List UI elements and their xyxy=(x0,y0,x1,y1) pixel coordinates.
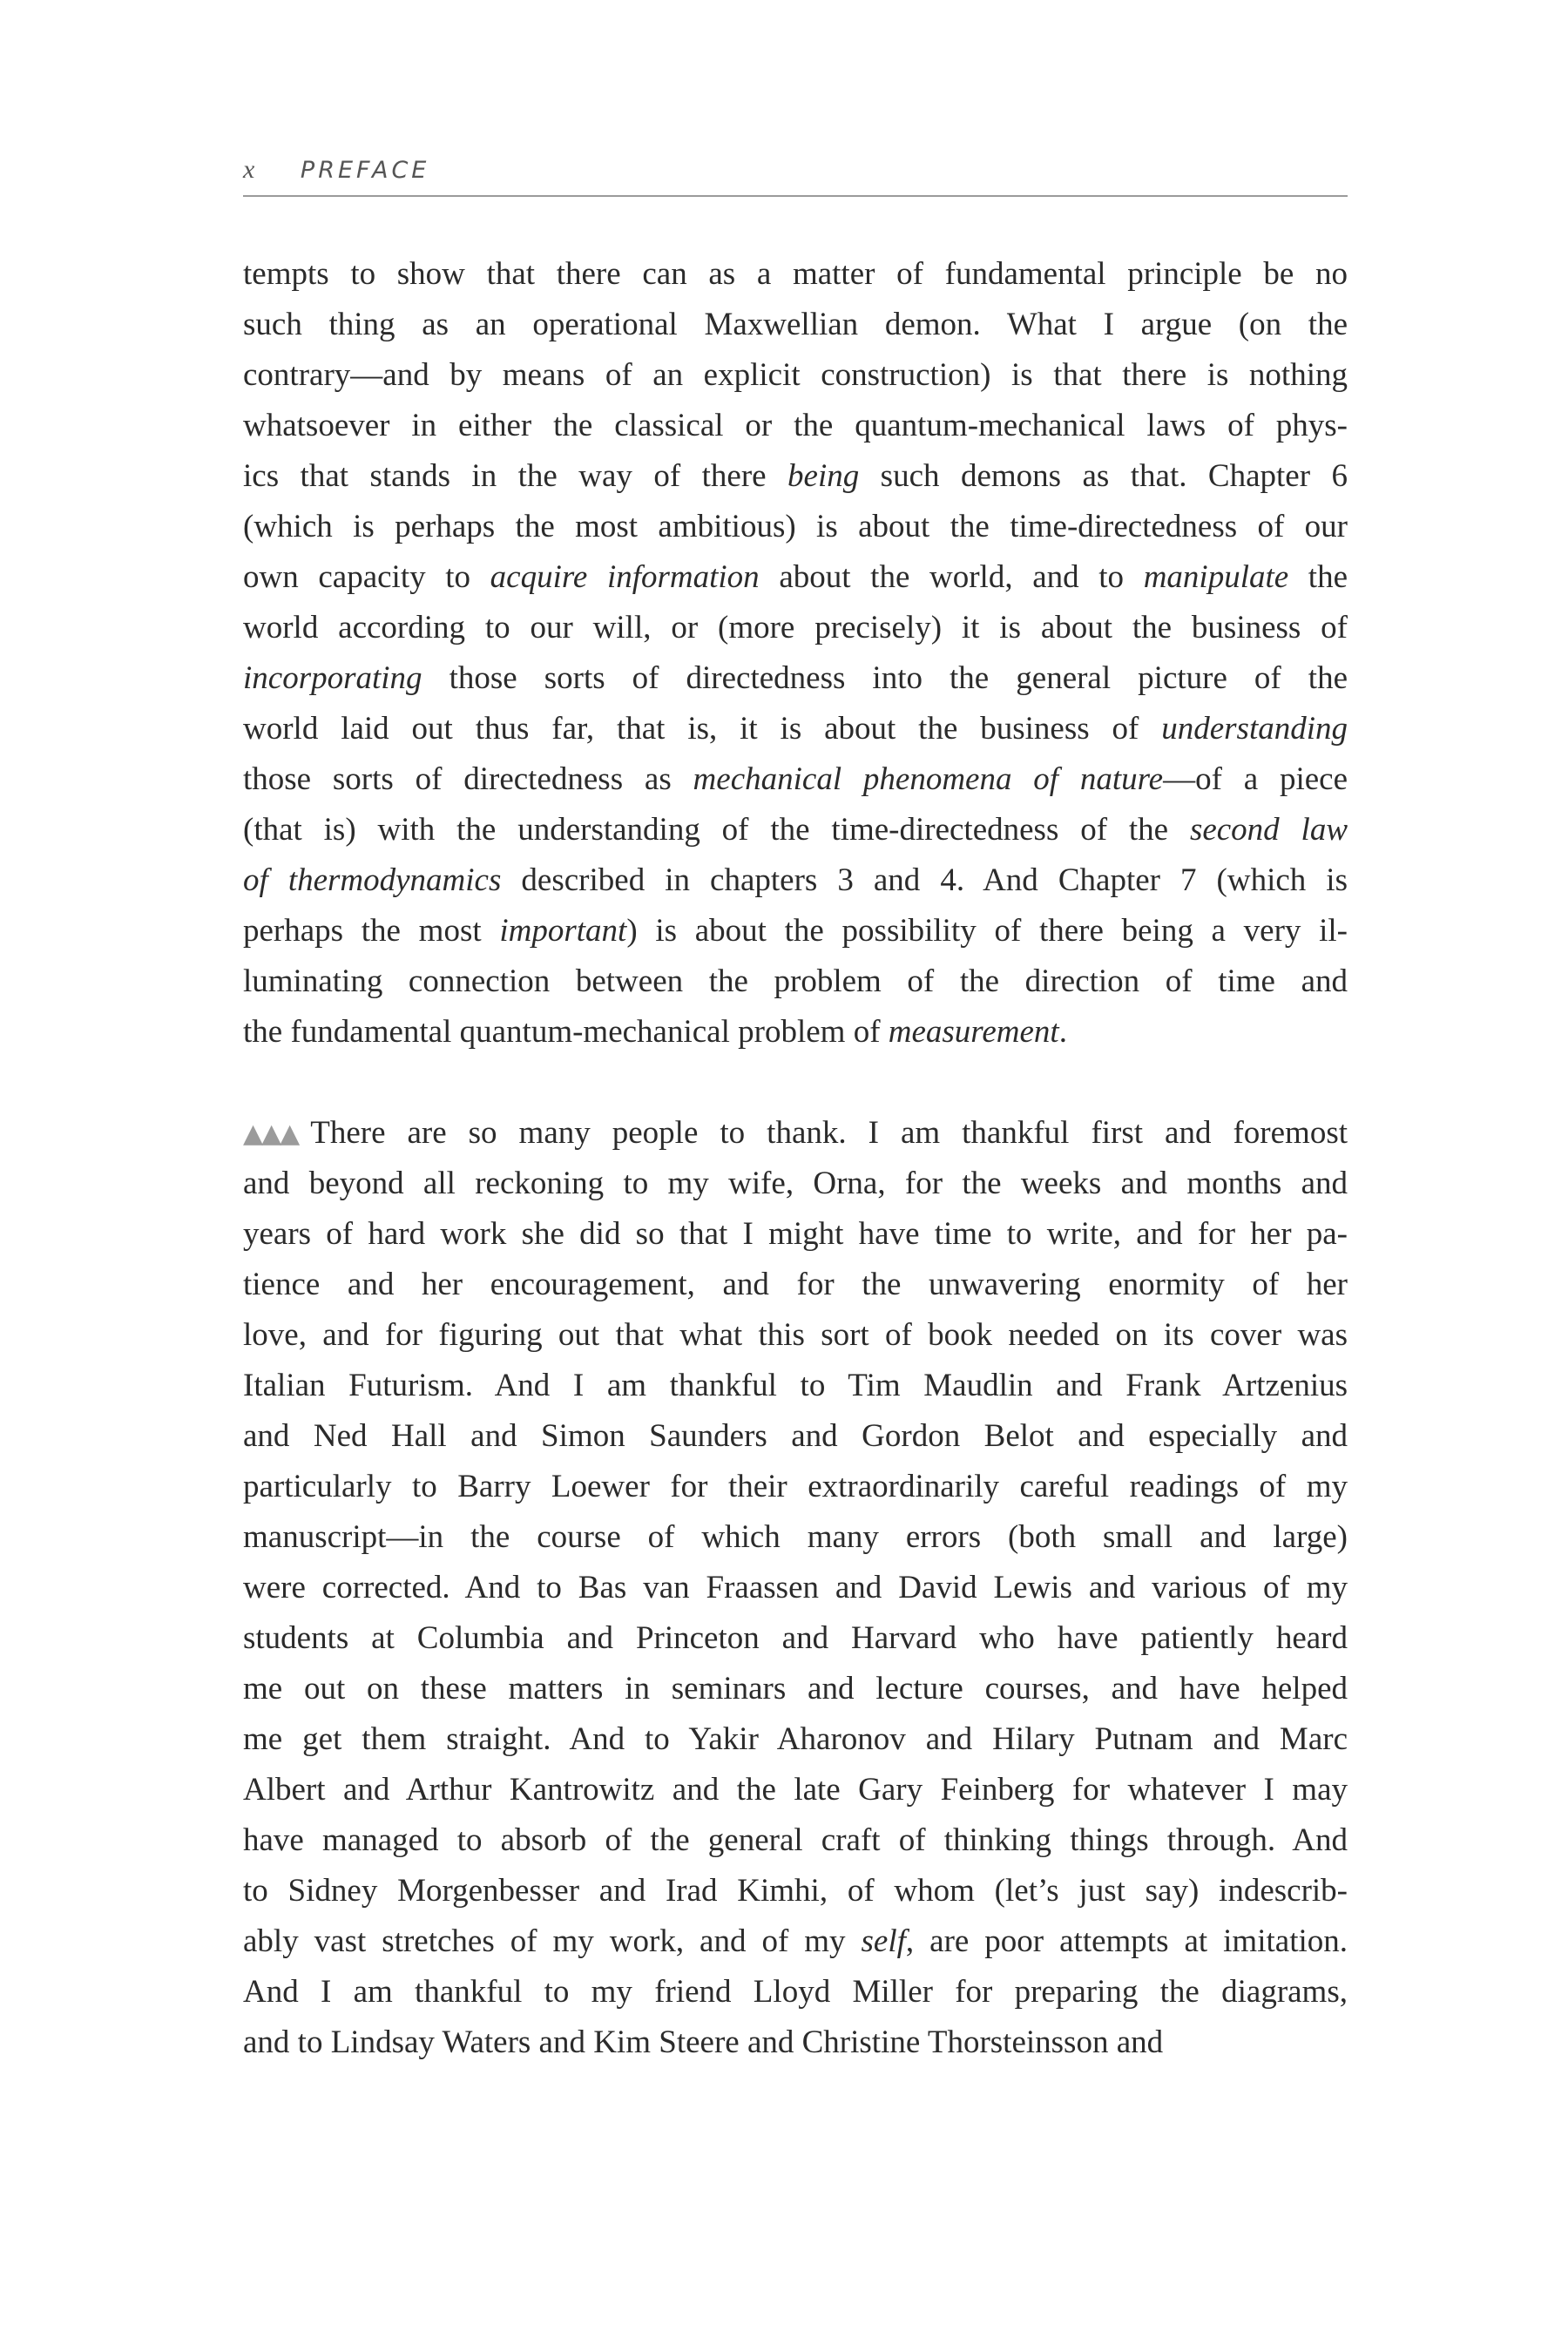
text-run: were corrected. And to Bas van Fraassen and David Lewis and various of my xyxy=(243,1570,1348,1605)
text-line xyxy=(243,1462,1348,1512)
text-run: about the world, and to xyxy=(759,559,1144,595)
text-line xyxy=(243,1108,1348,1159)
text-run: . xyxy=(1058,1014,1067,1050)
text-line xyxy=(243,956,1348,1007)
section-break-ornament-icon: ▲▲▲ xyxy=(243,1119,299,1149)
running-head xyxy=(243,155,1348,197)
text-run: love, and for figuring out that what this sort of book needed on its cover was xyxy=(243,1317,1348,1353)
text-run: to Sidney Morgenbesser and Irad Kimhi, of whom (let’s just say) indescrib- xyxy=(243,1873,1348,1909)
text-run: luminating connection between the problem of the direction of time and xyxy=(243,963,1348,999)
text-line xyxy=(243,1563,1348,1613)
emphasis: self xyxy=(861,1923,906,1959)
text-run: such demons as that. Chapter 6 xyxy=(859,458,1348,494)
text-run: ably vast stretches of my work, and of my xyxy=(243,1923,862,1959)
text-line xyxy=(243,603,1348,653)
text-run: have managed to absorb of the general craft of thinking things through. And xyxy=(243,1822,1348,1858)
page-number: x xyxy=(243,155,255,184)
paragraph-acknowledgments xyxy=(243,1108,1348,2068)
text-run: contrary—and by means of an explicit construction) is that there is nothing xyxy=(243,357,1348,393)
text-line xyxy=(243,1866,1348,1916)
emphasis: second law xyxy=(1189,812,1348,848)
text-run: world laid out thus far, that is, it is about the business of xyxy=(243,711,1162,747)
text-line xyxy=(243,754,1348,805)
text-line xyxy=(243,1411,1348,1462)
text-line xyxy=(243,350,1348,401)
text-line xyxy=(243,1967,1348,2017)
text-run: manuscript—in the course of which many errors (both small and large) xyxy=(243,1519,1348,1555)
text-line xyxy=(243,1361,1348,1411)
emphasis: measurement xyxy=(888,1014,1059,1050)
text-run: the xyxy=(1288,559,1348,595)
text-run: and beyond all reckoning to my wife, Orna, for the weeks and months and xyxy=(243,1166,1348,1201)
text-line xyxy=(243,1664,1348,1714)
text-line xyxy=(243,2017,1348,2068)
emphasis: being xyxy=(787,458,860,494)
emphasis: of thermodynamics xyxy=(243,862,502,898)
text-run: ) is about the possibility of there being a very il- xyxy=(626,913,1348,949)
text-line xyxy=(243,1260,1348,1310)
text-line xyxy=(243,855,1348,906)
text-run: And I am thankful to my friend Lloyd Miller for preparing the diagrams, xyxy=(243,1974,1348,2010)
text-line xyxy=(243,552,1348,603)
text-run: perhaps the most xyxy=(243,913,500,949)
emphasis: important xyxy=(499,913,627,949)
text-line xyxy=(243,1512,1348,1563)
text-line xyxy=(243,1613,1348,1664)
text-run: tience and her encouragement, and for the unwavering enormity of her xyxy=(243,1267,1348,1302)
text-run: described in chapters 3 and 4. And Chapter 7 (which is xyxy=(501,862,1348,898)
emphasis: acquire information xyxy=(490,559,760,595)
text-line xyxy=(243,502,1348,552)
emphasis: mechanical phenomena of nature xyxy=(693,761,1164,797)
text-line xyxy=(243,1159,1348,1209)
text-run: and Ned Hall and Simon Saunders and Gordon Belot and especially and xyxy=(243,1418,1348,1454)
text-run: those sorts of directedness as xyxy=(243,761,693,797)
text-run: those sorts of directedness into the general picture of the xyxy=(422,660,1348,696)
text-run: such thing as an operational Maxwellian demon. What I argue (on the xyxy=(243,307,1348,342)
text-run: Italian Futurism. And I am thankful to Tim Maudlin and Frank Artzenius xyxy=(243,1368,1348,1403)
text-line xyxy=(243,1209,1348,1260)
text-run: tempts to show that there can as a matter of fundamental principle be no xyxy=(243,256,1348,292)
text-run: ics that stands in the way of there xyxy=(243,458,788,494)
text-run: the fundamental quantum-mechanical problem of xyxy=(243,1014,889,1050)
text-run: , are poor attempts at imitation. xyxy=(905,1923,1348,1959)
text-run: me out on these matters in seminars and lecture courses, and have helped xyxy=(243,1671,1348,1707)
body-text xyxy=(243,249,1348,2068)
text-line xyxy=(243,451,1348,502)
text-run: whatsoever in either the classical or the quantum-mechanical laws of phys- xyxy=(243,408,1348,443)
text-run: own capacity to xyxy=(243,559,490,595)
paragraph-chapter-overview xyxy=(243,249,1348,1058)
text-run: particularly to Barry Loewer for their extraordinarily careful readings of my xyxy=(243,1469,1348,1504)
text-line xyxy=(243,704,1348,754)
emphasis: incorporating xyxy=(243,660,422,696)
text-run: and to Lindsay Waters and Kim Steere and Christine Thorsteinsson and xyxy=(243,2024,1164,2060)
text-run: (which is perhaps the most ambitious) is about the time-directedness of our xyxy=(243,509,1348,544)
text-line xyxy=(243,653,1348,704)
text-line xyxy=(243,401,1348,451)
text-line xyxy=(243,1815,1348,1866)
text-run: me get them straight. And to Yakir Aharonov and Hilary Putnam and Marc xyxy=(243,1721,1348,1757)
emphasis: manipulate xyxy=(1143,559,1289,595)
running-head-title: PREFACE xyxy=(300,157,430,184)
text-run: years of hard work she did so that I might have time to write, and for her pa- xyxy=(243,1216,1348,1252)
text-run: world according to our will, or (more precisely) it is about the business of xyxy=(243,610,1348,645)
text-line xyxy=(243,906,1348,956)
text-line xyxy=(243,1714,1348,1765)
text-run: Albert and Arthur Kantrowitz and the late Gary Feinberg for whatever I may xyxy=(243,1772,1348,1808)
text-line xyxy=(243,249,1348,300)
text-line xyxy=(243,1765,1348,1815)
text-run: (that is) with the understanding of the time-directedness of the xyxy=(243,812,1190,848)
text-line xyxy=(243,805,1348,855)
text-line xyxy=(243,1310,1348,1361)
text-run: students at Columbia and Princeton and Harvard who have patiently heard xyxy=(243,1620,1348,1656)
emphasis: understanding xyxy=(1161,711,1348,747)
text-line xyxy=(243,1007,1348,1058)
text-run: —of a piece xyxy=(1163,761,1348,797)
text-run: There are so many people to thank. I am thankful first and foremost xyxy=(310,1115,1348,1151)
text-line xyxy=(243,1916,1348,1967)
text-line xyxy=(243,300,1348,350)
